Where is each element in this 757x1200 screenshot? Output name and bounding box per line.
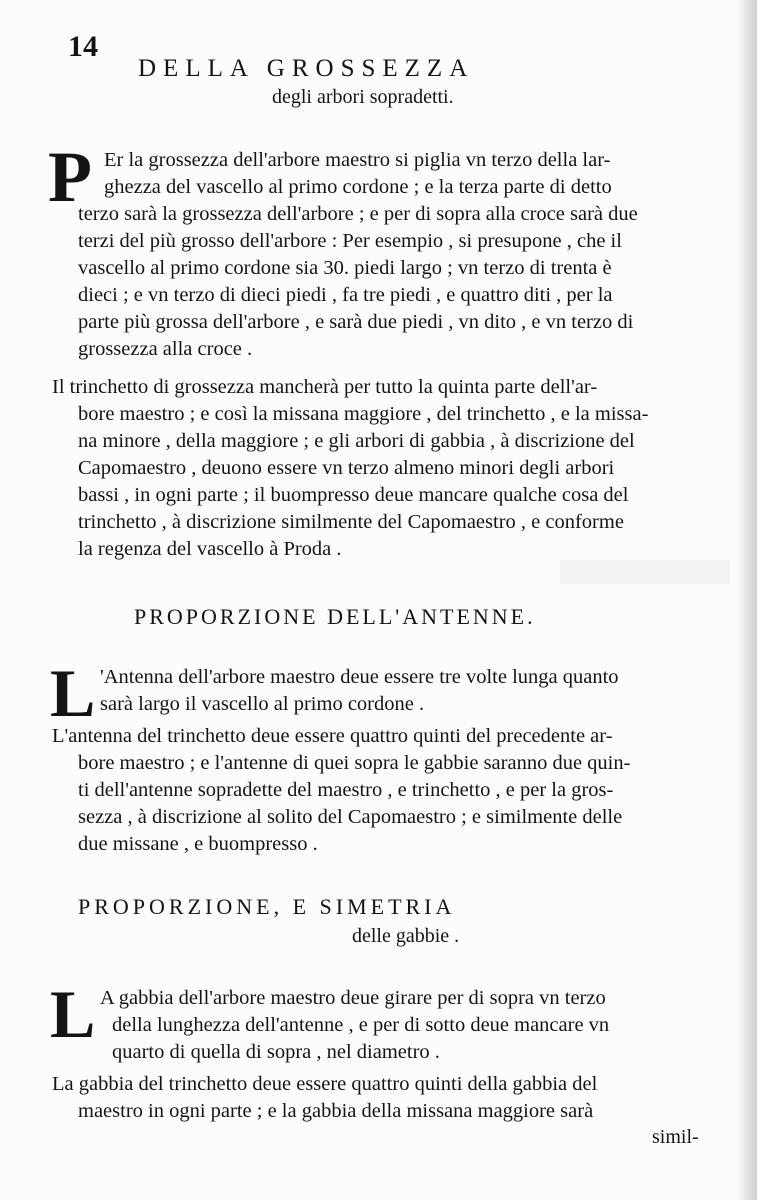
catchword: simil- [652, 1126, 699, 1148]
section2-title: PROPORZIONE DELL'ANTENNE. [134, 604, 536, 629]
text-line: parte più grossa dell'arbore , e sarà due piedi , vn dito , e vn terzo di [78, 311, 634, 333]
text-line: terzi del più grosso dell'arbore : Per esempio , si presupone , che il [78, 230, 622, 252]
text-line: trinchetto , à discrizione similmente del Capomaestro , e conforme [78, 511, 624, 533]
section3-title: PROPORZIONE, E SIMETRIA [78, 894, 456, 919]
text-line: na minore , della maggiore ; e gli arbori di gabbia , à discrizione del [78, 430, 635, 452]
text-line: due missane , e buompresso . [78, 833, 318, 855]
text-line: ghezza del vascello al primo cordone ; e la terza parte di detto [104, 176, 612, 198]
text-line: della lunghezza dell'antenne , e per di sotto deue mancare vn [112, 1014, 610, 1036]
text-line: la regenza del vascello à Proda . [78, 538, 342, 560]
text-line: terzo sarà la grossezza dell'arbore ; e per di sopra alla croce sarà due [78, 203, 638, 225]
text-line: L'antenna del trinchetto deue essere quattro quinti del precedente ar- [52, 725, 613, 747]
text-line: bassi , in ogni parte ; il buompresso deue mancare qualche cosa del [78, 484, 629, 506]
text-line: quarto di quella di sopra , nel diametro . [112, 1041, 440, 1063]
section1-subtitle: degli arbori sopradetti. [272, 86, 454, 108]
text-line: sarà largo il vascello al primo cordone . [100, 693, 425, 715]
text-line: grossezza alla croce . [78, 338, 253, 360]
section3-subtitle: delle gabbie . [352, 925, 460, 947]
section3-drop-cap: L [50, 976, 96, 1052]
page-number: 14 [68, 30, 98, 63]
text-line: dieci ; e vn terzo di dieci piedi , fa tre piedi , e quattro diti , per la [78, 284, 613, 306]
text-line: Capomaestro , deuono essere vn terzo almeno minori degli arbori [78, 457, 615, 479]
text-line: maestro in ogni parte ; e la gabbia della missana maggiore sarà [78, 1100, 594, 1122]
bleed-through-shadow [560, 560, 730, 584]
text-line: La gabbia del trinchetto deue essere quattro quinti della gabbia del [52, 1073, 598, 1095]
section1-drop-cap: P [48, 137, 92, 217]
text-line: bore maestro ; e così la missana maggiore , del trinchetto , e la missa- [78, 403, 649, 425]
text-line: ti dell'antenne sopradette del maestro , e trinchetto , e per la gros- [78, 779, 614, 801]
text-line: Er la grossezza dell'arbore maestro si piglia vn terzo della lar- [104, 149, 611, 171]
text-line: Il trinchetto di grossezza mancherà per tutto la quinta parte dell'ar- [52, 376, 598, 398]
text-line: 'Antenna dell'arbore maestro deue essere tre volte lunga quanto [100, 666, 619, 688]
section1-title: DELLA GROSSEZZA [138, 55, 475, 82]
text-line: vascello al primo cordone sia 30. piedi largo ; vn terzo di trenta è [78, 257, 612, 279]
section2-drop-cap: L [50, 655, 96, 731]
page-edge-shadow [737, 0, 757, 1200]
text-line: bore maestro ; e l'antenne di quei sopra le gabbie saranno due quin- [78, 752, 631, 774]
text-line: sezza , à discrizione al solito del Capomaestro ; e similmente delle [78, 806, 623, 828]
text-line: A gabbia dell'arbore maestro deue girare per di sopra vn terzo [100, 987, 606, 1009]
